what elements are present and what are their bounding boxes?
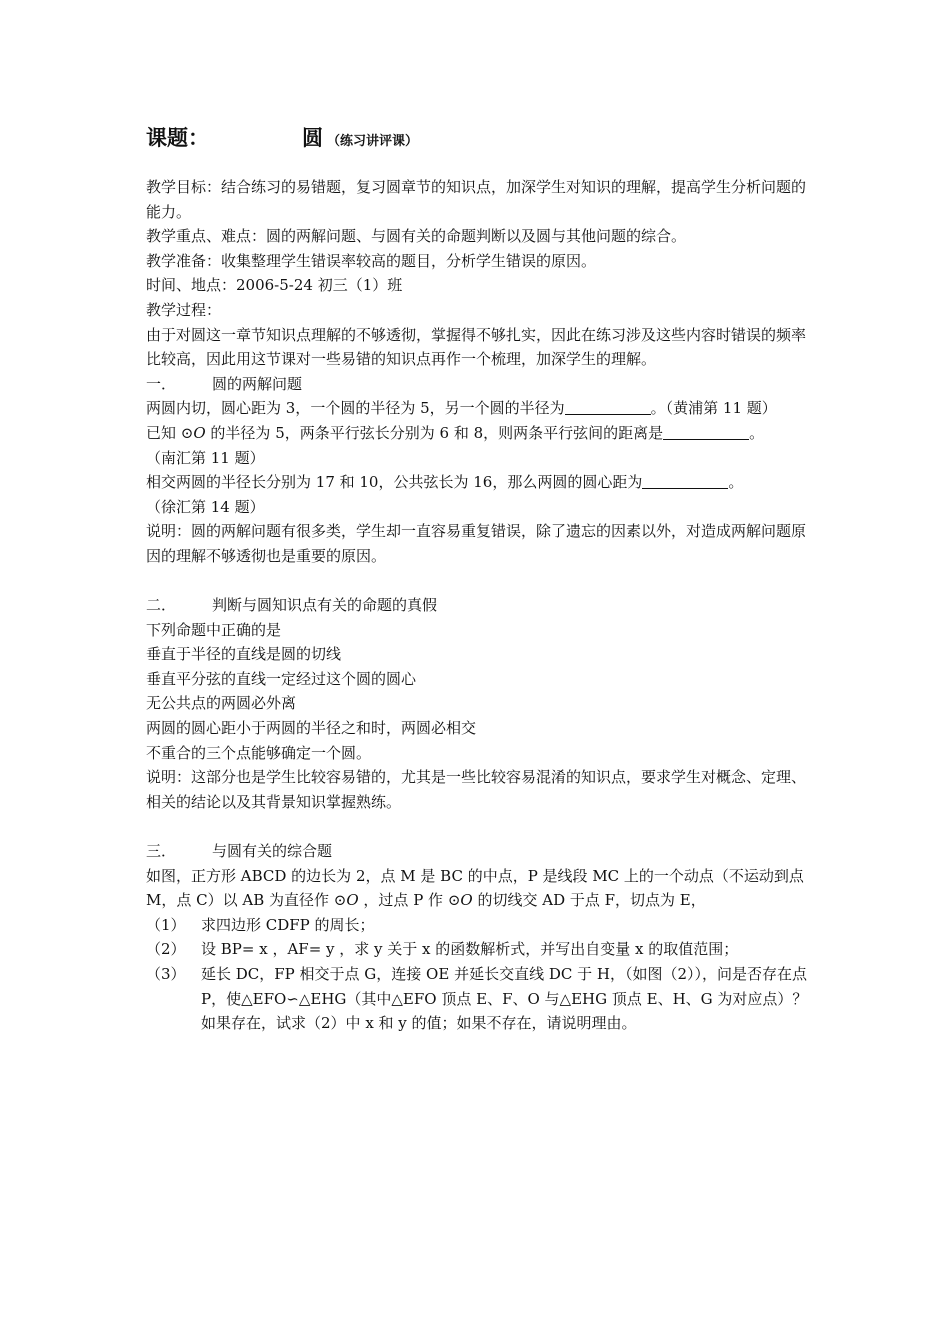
spacer xyxy=(146,569,816,594)
question-2 xyxy=(146,421,816,446)
section-1-title: 圆的两解问题 xyxy=(212,374,303,393)
teaching-prep: 教学准备：收集整理学生错误率较高的题目，分析学生错误的原因。 xyxy=(146,251,597,270)
question-2-source: （南汇第 11 题） xyxy=(146,448,265,467)
question-2-end: 。 xyxy=(749,423,765,442)
time-place: 时间、地点：2006-5-24 初三（1）班 xyxy=(146,276,403,295)
question-1-source: 。（黄浦第 11 题） xyxy=(650,399,777,418)
section-1-heading xyxy=(146,372,816,397)
question-3 xyxy=(146,470,816,495)
circle-o-symbol: O xyxy=(346,891,359,910)
circle-o-symbol: O xyxy=(193,423,206,442)
document-body xyxy=(146,175,816,1036)
process-heading: 教学过程： xyxy=(146,300,222,319)
sub-question-number: （1） xyxy=(146,915,186,934)
spacer xyxy=(146,814,816,839)
section-2-number: 二． xyxy=(146,596,177,615)
circle-o-symbol: O xyxy=(460,891,473,910)
sub-question-text: 延长 DC，FP 相交于点 G，连接 OE 并延长交直线 DC 于 H，（如图（2）），问是否存在点 P，使△EFO∽△EHG（其中△EFO 顶点 E、F、O 与△EHG 顶点 E、H、G 为对应点）？如果存在，试求（2）中 x 和 y 的值；如果不存在，请说明理由。 xyxy=(201,965,808,1033)
title-subtitle: （练习讲评课） xyxy=(327,134,419,149)
question-2-text: 已知 ⊙ xyxy=(146,423,194,442)
intro-text-cont: ，过点 P 作 ⊙ xyxy=(358,891,461,910)
answer-blank xyxy=(565,399,651,415)
section-2-title: 判断与圆知识点有关的命题的真假 xyxy=(212,596,438,615)
section-2-note: 说明：这部分也是学生比较容易错的，尤其是一些比较容易混淆的知识点，要求学生对概念、定理、相关的结论以及其背景知识掌握熟练。 xyxy=(146,768,807,811)
intro-text-end: 的切线交 AD 于点 F，切点为 E， xyxy=(472,891,706,910)
question-3-end: 。 xyxy=(728,473,744,492)
proposition-item: 垂直于半径的直线是圆的切线 xyxy=(146,645,342,664)
sub-question xyxy=(146,962,816,1036)
sub-question xyxy=(146,913,816,938)
section-3-number: 三． xyxy=(146,842,177,861)
intro-paragraph: 由于对圆这一章节知识点理解的不够透彻，掌握得不够扎实，因此在练习涉及这些内容时错误的频率比较高，因此用这节课对一些易错的知识点再作一个梳理，加深学生的理解。 xyxy=(146,325,807,369)
sub-question-number: （3） xyxy=(146,965,186,983)
proposition-prompt: 下列命题中正确的是 xyxy=(146,620,282,639)
answer-blank xyxy=(642,473,728,489)
section-1-note: 说明：圆的两解问题有很多类，学生却一直容易重复错误，除了遗忘的因素以外，对造成两解问题原因的理解不够透彻也是重要的原因。 xyxy=(146,522,807,565)
question-1-text: 两圆内切，圆心距为 3，一个圆的半径为 5，另一个圆的半径为 xyxy=(146,399,565,418)
proposition-item: 垂直平分弦的直线一定经过这个圆的圆心 xyxy=(146,669,417,688)
question-2-text-cont: 的半径为 5，两条平行弦长分别为 6 和 8，则两条平行弦间的距离是 xyxy=(205,423,664,442)
teaching-focus: 教学重点、难点：圆的两解问题、与圆有关的命题判断以及圆与其他问题的综合。 xyxy=(146,227,687,246)
section-3-title: 与圆有关的综合题 xyxy=(212,842,333,861)
question-3-text: 相交两圆的半径长分别为 17 和 10，公共弦长为 16，那么两圆的圆心距为 xyxy=(146,473,643,492)
section-3-intro xyxy=(146,864,816,913)
title-text: 圆 xyxy=(302,126,323,150)
proposition-item: 不重合的三个点能够确定一个圆。 xyxy=(146,743,372,762)
sub-question-number: （2） xyxy=(146,940,186,959)
proposition-item: 无公共点的两圆必外离 xyxy=(146,694,297,713)
section-3-heading xyxy=(146,839,816,864)
proposition-item: 两圆的圆心距小于两圆的半径之和时，两圆必相交 xyxy=(146,719,477,738)
answer-blank xyxy=(663,424,749,440)
title-main xyxy=(302,122,418,152)
question-3-source: （徐汇第 14 题） xyxy=(146,497,265,516)
sub-question xyxy=(146,937,816,962)
teaching-goal: 教学目标：结合练习的易错题，复习圆章节的知识点，加深学生对知识的理解，提高学生分析问题的能力。 xyxy=(146,178,807,221)
sub-question-text: 设 BP= x ，AF= y ，求 y 关于 x 的函数解析式，并写出自变量 x 的取值范围； xyxy=(201,940,739,959)
lesson-title xyxy=(146,122,846,156)
section-1-number: 一． xyxy=(146,374,177,393)
intro-text: 如图，正方形 ABCD 的边长为 2，点 M 是 BC 的中点，P 是线段 MC 上的一个动点（不运动到点 M，点 C）以 AB 为直径作 ⊙ xyxy=(146,866,804,910)
title-label: 课题： xyxy=(146,126,209,150)
sub-question-text: 求四边形 CDFP 的周长； xyxy=(201,915,375,934)
question-1 xyxy=(146,396,816,421)
section-2-heading xyxy=(146,593,816,618)
